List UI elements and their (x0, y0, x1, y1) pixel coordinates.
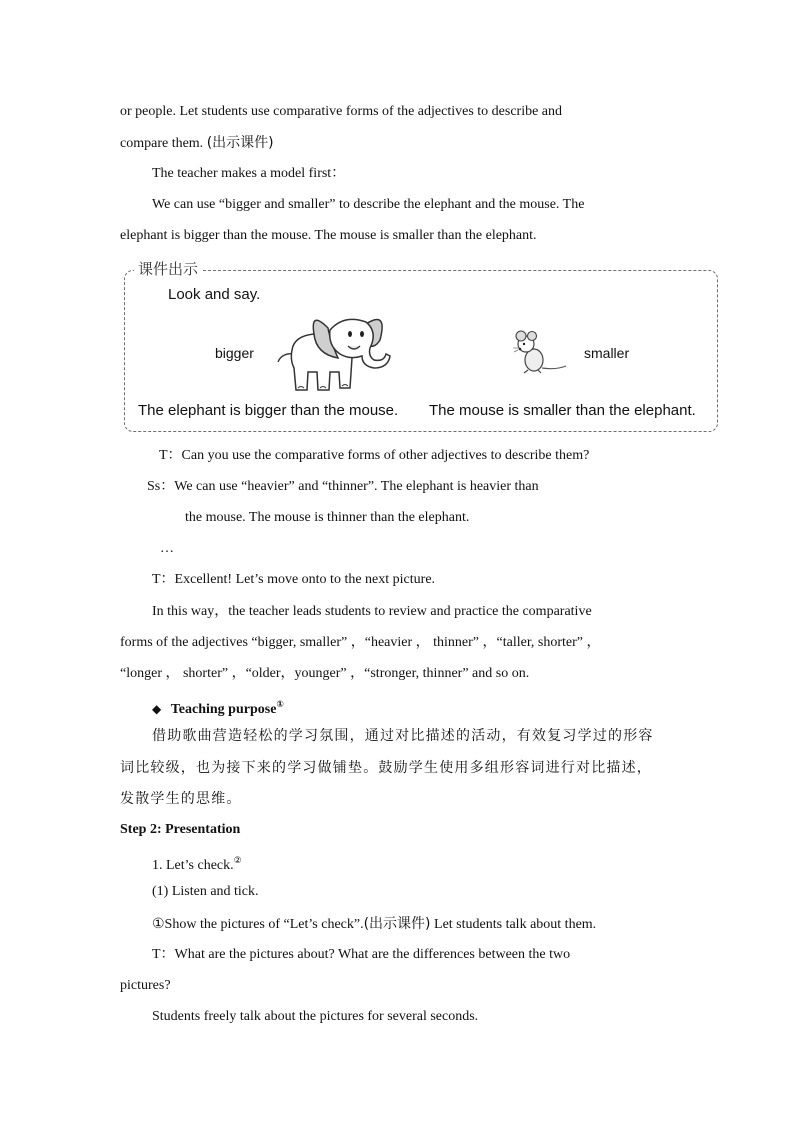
mouse-illustration (512, 330, 572, 376)
teacher-line: T：Can you use the comparative forms of other adjectives to describe them? (159, 448, 590, 463)
students-line: Ss：We can use “heavier” and “thinner”. The elephant is heavier than (147, 479, 539, 494)
teacher-line: T：What are the pictures about? What are the differences between the two (152, 947, 571, 962)
teaching-purpose-heading (152, 695, 284, 720)
paragraph-line: forms of the adjectives “bigger, smaller” ，“heavier ， thinner” ，“taller, shorter” ， (120, 635, 601, 650)
bigger-label: bigger (215, 345, 254, 361)
chinese-line: 词比较级，也为接下来的学习做铺垫。鼓励学生使用多组形容词进行对比描述， (120, 760, 652, 776)
step-item-label: 1. Let’s check. (152, 858, 234, 873)
courseware-note: (出示课件) (363, 916, 431, 932)
students-line: the mouse. The mouse is thinner than the elephant. (185, 510, 470, 525)
sentence-mouse: The mouse is smaller than the elephant. (429, 402, 696, 419)
sentence-elephant: The elephant is bigger than the mouse. (138, 402, 399, 419)
instruction-text: Look and say. (168, 286, 261, 303)
courseware-title: 课件出示 (134, 259, 202, 279)
paragraph-line: We can use “bigger and smaller” to describe the elephant and the mouse. The (152, 197, 585, 212)
instruction-line (152, 914, 596, 935)
elephant-illustration (270, 310, 400, 398)
smaller-label: smaller (584, 345, 630, 361)
paragraph-line: elephant is bigger than the mouse. The mouse is smaller than the elephant. (120, 228, 537, 243)
chinese-line: 借助歌曲营造轻松的学习氛围，通过对比描述的活动，有效复习学过的形容 (152, 728, 654, 744)
teacher-model-line: The teacher makes a model first： (152, 166, 346, 181)
paragraph-line (120, 133, 274, 154)
ellipsis: … (160, 541, 174, 556)
paragraph-line: pictures? (120, 978, 171, 993)
chinese-line: 发散学生的思维。 (120, 791, 242, 807)
paragraph-line: or people. Let students use comparative forms of the adjectives to describe and (120, 104, 563, 119)
step-item (152, 851, 242, 876)
paragraph-text: compare them. (120, 136, 207, 151)
footnote-mark: ① (276, 700, 285, 710)
paragraph-line: Students freely talk about the pictures for several seconds. (152, 1009, 479, 1024)
teaching-purpose-label: Teaching purpose (170, 702, 277, 717)
paragraph-line: “longer ， shorter” ，“older，younger” ，“stronger, thinner” and so on. (120, 666, 530, 681)
instruction-text: ①Show the pictures of “Let’s check”. (152, 917, 364, 932)
courseware-note: (出示课件) (206, 135, 274, 151)
teacher-line: T：Excellent! Let’s move onto to the next picture. (152, 572, 436, 587)
footnote-mark: ② (233, 856, 242, 866)
step-heading: Step 2: Presentation (120, 822, 241, 837)
instruction-text: Let students talk about them. (430, 917, 597, 932)
sub-item: (1) Listen and tick. (152, 884, 259, 899)
paragraph-line: In this way，the teacher leads students to review and practice the comparative (152, 604, 592, 619)
diamond-bullet-icon: ◆ (152, 702, 162, 716)
